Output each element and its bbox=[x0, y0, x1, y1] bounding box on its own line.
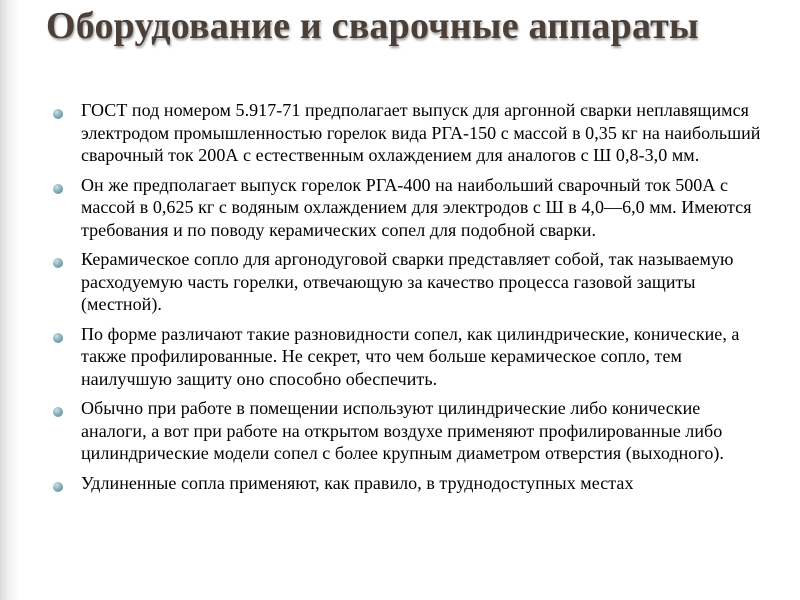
bullet-dot-icon bbox=[53, 184, 63, 194]
slide-edge-shadow bbox=[0, 0, 20, 600]
bullet-text: По форме различают такие разновидности сопел, как цилиндрические, конические, а также профилированные. Не секрет, что чем больше керамическое сопло, тем наилучшую защиту оно способно обеспечить. bbox=[81, 323, 740, 389]
bullet-list bbox=[48, 99, 768, 501]
bullet-text: Он же предполагает выпуск горелок РГА-400 на наибольший сварочный ток 500А с массой в 0,625 кг с водяным охлаждением для электродов с Ш в 4,0—6,0 мм. Имеются требования и по поводу керамических сопел для подобной сварки. bbox=[81, 174, 752, 240]
bullet-text: Удлиненные сопла применяют, как правило, в труднодоступных местах bbox=[81, 472, 634, 493]
bullet-text: Керамическое сопло для аргонодуговой сварки представляет собой, так называемую расходуемую часть горелки, отвечающую за качество процесса газовой защиты (местной). bbox=[81, 249, 734, 314]
bullet-item-5 bbox=[48, 397, 768, 465]
bullet-dot-icon bbox=[53, 109, 63, 119]
bullet-text: Обычно при работе в помещении используют цилиндрические либо конические аналоги, а вот при работе на открытом воздухе применяют профилированные либо цилиндрические модели сопел с более крупным диаметром отверстия (выходного). bbox=[81, 398, 724, 463]
bullet-item-3 bbox=[48, 248, 768, 316]
bullet-text: ГОСТ под номером 5.917-71 предполагает выпуск для аргонной сварки неплавящимся электродом промышленностью горелок вида РГА-150 с массой в 0,35 кг на наибольший сварочный ток 200А с естественным охлаждением для аналогов с Ш 0,8-3,0 мм. bbox=[81, 100, 761, 165]
bullet-item-6 bbox=[48, 472, 768, 495]
bullet-item-4 bbox=[48, 323, 768, 391]
bullet-item-2 bbox=[48, 174, 768, 242]
bullet-dot-icon bbox=[53, 482, 63, 492]
bullet-dot-icon bbox=[53, 407, 63, 417]
bullet-item-1 bbox=[48, 99, 768, 167]
slide-title: Оборудование и сварочные аппараты bbox=[46, 5, 699, 47]
bullet-dot-icon bbox=[53, 258, 63, 268]
bullet-dot-icon bbox=[53, 333, 63, 343]
